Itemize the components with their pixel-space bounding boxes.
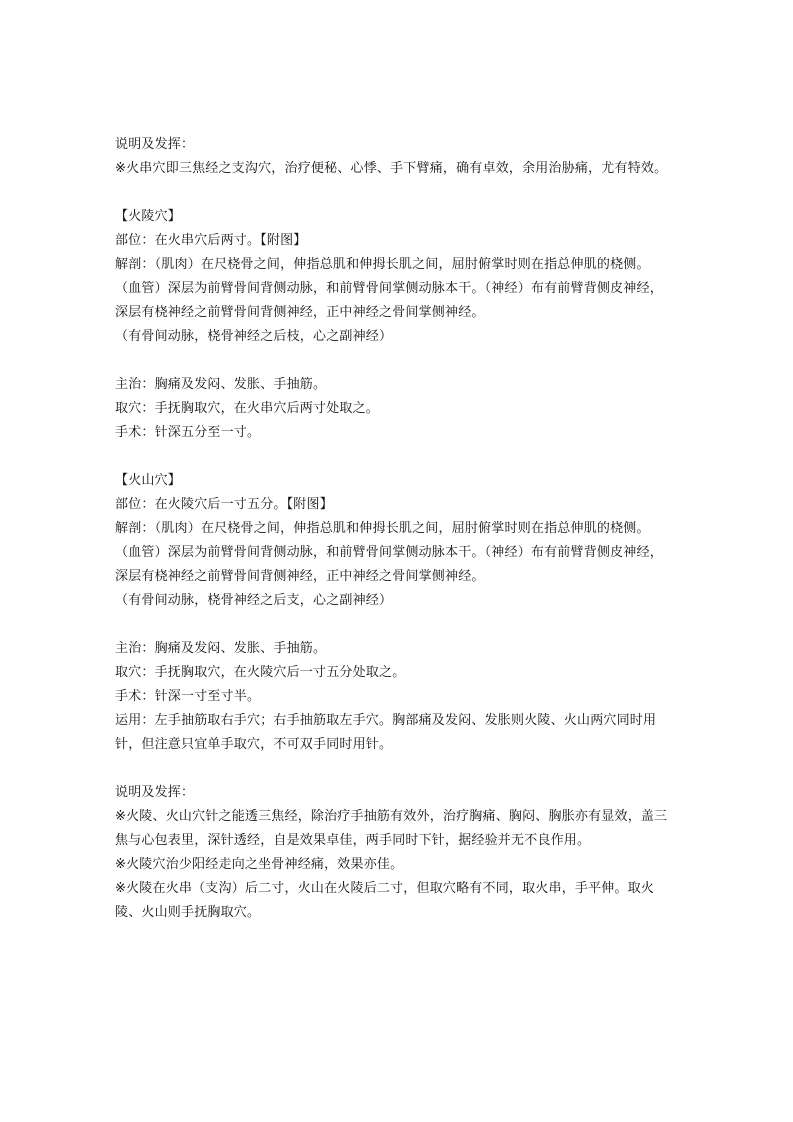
anatomy-line: （血管）深层为前臂骨间背侧动脉，和前臂骨间掌侧动脉本干。（神经）布有前臂背侧皮神经， bbox=[115, 281, 663, 296]
blank-line bbox=[115, 613, 685, 637]
location-line: 部位：在火串穴后两寸。【附图】 bbox=[115, 233, 307, 248]
anatomy-line: （有骨间动脉，桡骨神经之后枝，心之副神经） bbox=[115, 329, 393, 344]
application-line: 运用：左手抽筋取右手穴；右手抽筋取左手穴。胸部痛及发闷、发胀则火陵、火山两穴同时用 bbox=[115, 713, 657, 728]
blank-line bbox=[115, 757, 685, 781]
paragraph-line: 陵、火山则手抚胸取穴。 bbox=[115, 905, 261, 920]
paragraph-line: ※火陵穴治少阳经走向之坐骨神经痛，效果亦佳。 bbox=[115, 857, 404, 872]
document-body bbox=[115, 133, 685, 925]
technique-line: 手术：针深五分至一寸。 bbox=[115, 425, 261, 440]
treatment-section-huoling bbox=[115, 373, 685, 445]
blank-line bbox=[115, 181, 685, 205]
paragraph-line: ※火串穴即三焦经之支沟穴，治疗便秘、心悸、手下臂痛，确有卓效，余用治胁痛，尤有特效。 bbox=[115, 161, 668, 176]
blank-line bbox=[115, 349, 685, 373]
anatomy-line: （血管）深层为前臂骨间背侧动脉，和前臂骨间掌侧动脉本干。（神经）布有前臂背侧皮神经， bbox=[115, 545, 663, 560]
point-section-huoshan bbox=[115, 469, 685, 613]
anatomy-line: 解剖：（肌肉）在尺桡骨之间，伸指总肌和伸拇长肌之间，屈肘俯掌时则在指总伸肌的桡侧。 bbox=[115, 521, 650, 536]
paragraph-line: 焦与心包表里，深针透经，自是效果卓佳，两手同时下针，据经验并无不良作用。 bbox=[115, 833, 591, 848]
point-title: 【火山穴】 bbox=[115, 473, 182, 488]
treatment-section-huoshan bbox=[115, 637, 685, 757]
point-title: 【火陵穴】 bbox=[115, 209, 182, 224]
technique-line: 手术：针深一寸至寸半。 bbox=[115, 689, 261, 704]
paragraph-line: ※火陵在火串（支沟）后二寸，火山在火陵后二寸，但取穴略有不同，取火串，手平伸。取火 bbox=[115, 881, 655, 896]
anatomy-line: 解剖：（肌肉）在尺桡骨之间，伸指总肌和伸拇长肌之间，屈肘俯掌时则在指总伸肌的桡侧。 bbox=[115, 257, 650, 272]
point-location-line: 取穴：手抚胸取穴，在火串穴后两寸处取之。 bbox=[115, 401, 380, 416]
application-line: 针，但注意只宜单手取穴，不可双手同时用针。 bbox=[115, 737, 393, 752]
anatomy-line: 深层有桡神经之前臂骨间背侧神经，正中神经之骨间掌侧神经。 bbox=[115, 305, 485, 320]
anatomy-line: 深层有桡神经之前臂骨间背侧神经，正中神经之骨间掌侧神经。 bbox=[115, 569, 485, 584]
section-heading: 说明及发挥： bbox=[115, 137, 195, 152]
location-line: 部位：在火陵穴后一寸五分。【附图】 bbox=[115, 497, 333, 512]
point-location-line: 取穴：手抚胸取穴，在火陵穴后一寸五分处取之。 bbox=[115, 665, 406, 680]
commentary-section-huochuan bbox=[115, 133, 685, 181]
commentary-section-huoling-huoshan bbox=[115, 781, 685, 925]
indication-line: 主治：胸痛及发闷、发胀、手抽筋。 bbox=[115, 641, 327, 656]
paragraph-line: ※火陵、火山穴针之能透三焦经，除治疗手抽筋有效外，治疗胸痛、胸闷、胸胀亦有显效，盖三 bbox=[115, 809, 668, 824]
indication-line: 主治：胸痛及发闷、发胀、手抽筋。 bbox=[115, 377, 327, 392]
blank-line bbox=[115, 445, 685, 469]
point-section-huoling bbox=[115, 205, 685, 349]
section-heading: 说明及发挥： bbox=[115, 785, 195, 800]
anatomy-line: （有骨间动脉，桡骨神经之后支，心之副神经） bbox=[115, 593, 393, 608]
